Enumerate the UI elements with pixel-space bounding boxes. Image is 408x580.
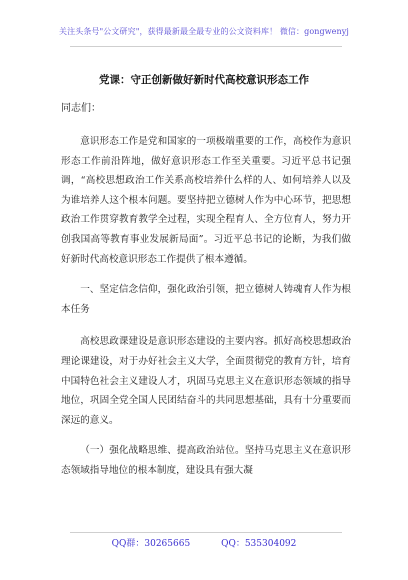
document-title: 党课：守正创新做好新时代高校意识形态工作 [99, 74, 309, 86]
body-paragraph: 意识形态工作是党和国家的一项极端重要的工作，高校作为意识形态工作前沿阵地，做好意识形态工作至关重要。习近平总书记强调，“高校思想政治工作关系高校培养什么样的人、如何培养人以及为谁培养人这个根本问题。要坚持把立德树人作为中心环节，把思想政治工作贯穿教育教学全过程，实现全程育人、全方位育人，努力开创我国高等教育事业发展新局面”。习近平总书记的论断，为我们做好新时代高校意识形态工作提供了根本遵循。 [61, 136, 351, 265]
salutation: 同志们： [61, 103, 101, 114]
footer-qq-group: QQ群：30265665 [111, 539, 191, 549]
header-divider [70, 46, 342, 47]
page-header-note: 关注头条号"公文研究"，获得最新最全最专业的公文资料库！ 微信：gongwenyj [59, 27, 349, 36]
sub-heading-paragraph: （一）强化战略思维、提高政治站位。坚持马克思主义在意识形态领域指导地位的根本制度，建设具有强大凝 [61, 445, 351, 476]
page-footer [0, 536, 408, 549]
document-body [61, 132, 351, 481]
footer-qq-contact: QQ：535304092 [221, 539, 297, 549]
footer-divider [70, 532, 342, 533]
body-paragraph: 高校思政课建设是意识形态建设的主要内容。抓好高校思想政治理论课建设，对于办好社会主义大学，全面贯彻党的教育方针，培育中国特色社会主义建设人才，巩固马克思主义在意识形态领域的指导地位，巩固全党全国人民团结奋斗的共同思想基础，具有十分重要而深远的意义。 [61, 336, 351, 426]
section-heading: 一、坚定信念信仰，强化政治引领，把立德树人铸魂育人作为根本任务 [61, 284, 351, 315]
